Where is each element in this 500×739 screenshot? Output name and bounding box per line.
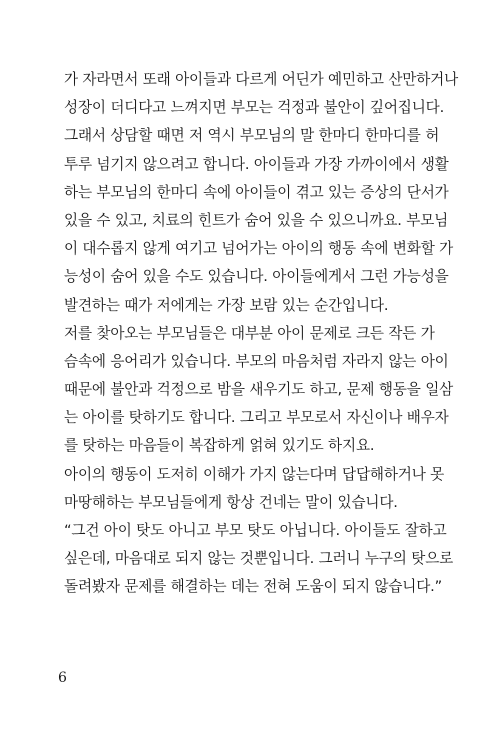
text-line: 때문에 불안과 걱정으로 밤을 새우기도 하고, 문제 행동을 일삼 — [64, 381, 454, 399]
text-line: 능성이 숨어 있을 수도 있습니다. 아이들에게서 그런 가능성을 — [64, 268, 449, 286]
text-line: 돌려봤자 문제를 해결하는 데는 전혀 도움이 되지 않습니다.” — [64, 578, 443, 596]
text-line: 하는 부모님의 한마디 속에 아이들이 겪고 있는 증상의 단서가 — [64, 183, 449, 201]
page-number: 6 — [58, 670, 67, 686]
text-line: 슴속에 응어리가 있습니다. 부모의 마음처럼 자라지 않는 아이 — [64, 352, 449, 370]
text-line: 싶은데, 마음대로 되지 않는 것뿐입니다. 그러니 누구의 탓으로 — [64, 550, 454, 568]
body-text — [64, 66, 459, 602]
text-line: 마땅해하는 부모님들에게 항상 건네는 말이 있습니다. — [64, 493, 398, 511]
text-line: 발견하는 때가 저에게는 가장 보람 있는 순간입니다. — [64, 296, 389, 314]
text-line: 이 대수롭지 않게 여기고 넘어가는 아이의 행동 속에 변화할 가 — [64, 240, 454, 258]
text-line: 는 아이를 탓하기도 합니다. 그리고 부모로서 자신이나 배우자 — [64, 409, 449, 427]
text-line: 저를 찾아오는 부모님들은 대부분 아이 문제로 크든 작든 가 — [64, 324, 435, 342]
text-line: 성장이 더디다고 느껴지면 부모는 걱정과 불안이 깊어집니다. — [64, 99, 445, 117]
text-line: 를 탓하는 마음들이 복잡하게 얽혀 있기도 하지요. — [64, 437, 375, 455]
text-line: 투루 넘기지 않으려고 합니다. 아이들과 가장 가까이에서 생활 — [64, 155, 449, 173]
text-line: 가 자라면서 또래 아이들과 다르게 어딘가 예민하고 산만하거나 — [64, 71, 459, 88]
text-line: 그래서 상담할 때면 저 역시 부모님의 말 한마디 한마디를 허 — [64, 127, 440, 145]
text-line: 아이의 행동이 도저히 이해가 가지 않는다며 답답해하거나 못 — [64, 465, 445, 483]
text-line: 있을 수 있고, 치료의 힌트가 숨어 있을 수 있으니까요. 부모님 — [64, 211, 449, 229]
text-line: “그건 아이 탓도 아니고 부모 탓도 아닙니다. 아이들도 잘하고 — [64, 522, 447, 539]
